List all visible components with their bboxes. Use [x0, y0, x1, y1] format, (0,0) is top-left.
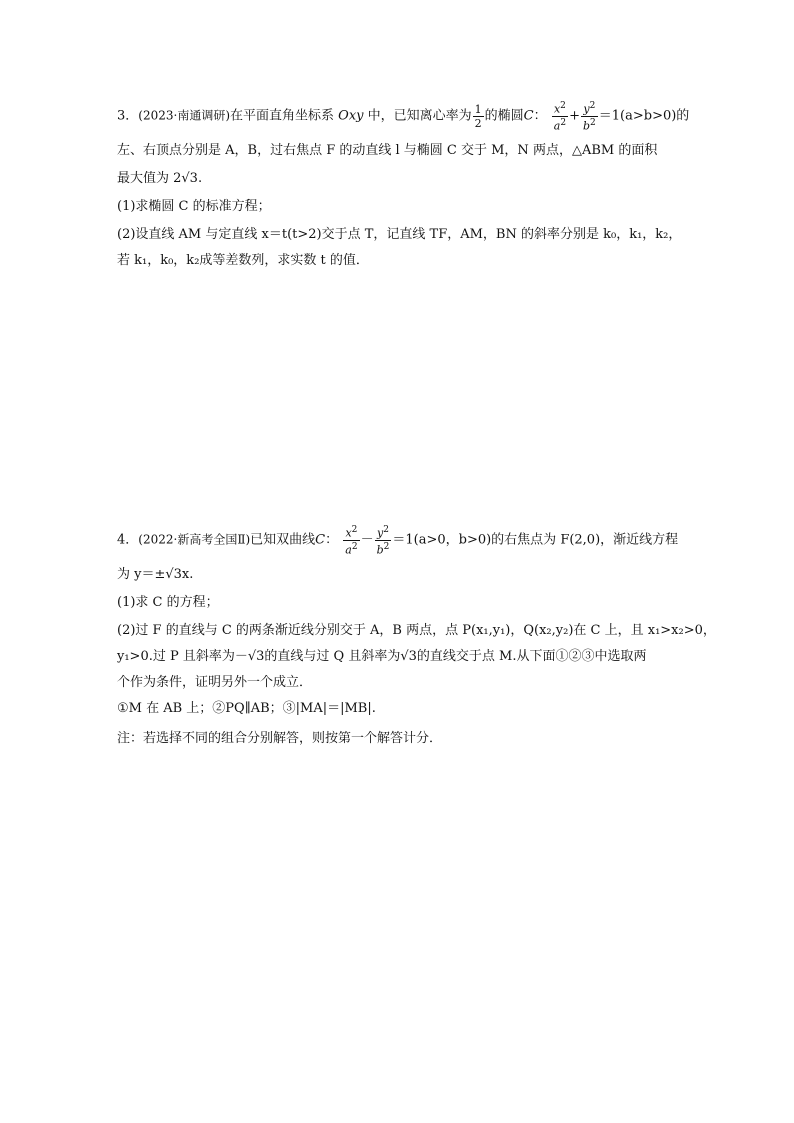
problem-4-note: 注：若选择不同的组合分别解答，则按第一个解答计分．: [117, 731, 443, 746]
coord-label: Oxy: [338, 108, 364, 124]
ellipse-y-term: $\frac{y^2}{b^2}$: [582, 101, 596, 133]
problem-4-line-1: 4．(2022·新高考全国Ⅱ)已知双曲线C： $\frac{x^2}{a^2}$ － $\frac{y^2}{b^2}$ ＝1(a>0，b>0)的右焦点为 F(2,0)，渐近线方程: [117, 525, 679, 557]
problem-3: [117, 96, 690, 286]
problem-4: [117, 520, 716, 760]
problem-3-line-3: 最大值为 2√3.: [117, 171, 203, 186]
problem-4-line-2: 为 y＝±√3x.: [117, 567, 194, 582]
hyperbola-y-term: $\frac{y^2}{b^2}$: [376, 525, 390, 557]
problem-3-number: 3．: [117, 108, 139, 124]
problem-3-text-b: 中，已知离心率为: [367, 108, 472, 124]
problem-4-text-a: 已知双曲线: [250, 532, 316, 548]
problem-3-question-2: (2)设直线 AM 与定直线 x＝t(t>2)交于点 T，记直线 TF，AM，BN 的斜率分别是 k₀，k₁，k₂，: [117, 227, 682, 242]
problem-3-source: (2023·南通调研): [138, 108, 230, 123]
problem-4-question-1: (1)求 C 的方程；: [117, 595, 219, 610]
problem-3-question-1: (1)求椭圆 C 的标准方程；: [117, 199, 271, 214]
problem-3-text-d: (a>b>0)的: [620, 108, 690, 124]
hyperbola-x-term: $\frac{x^2}{a^2}$: [345, 525, 358, 557]
problem-4-source: (2022·新高考全国Ⅱ): [138, 532, 251, 547]
problem-4-question-2: (2)过 F 的直线与 C 的两条渐近线分别交于 A，B 两点，点 P(x₁,y₁)，Q(x₂,y₂)在 C 上，且 x₁>x₂>0，: [117, 623, 716, 638]
problem-3-line-1: 3．(2023·南通调研)在平面直角坐标系 Oxy 中，已知离心率为 $\frac{1}{2}$ 的椭圆C： $\frac{x^2}{a^2}$ + $\frac{y^2}{b^2}$ ＝1(a>b>0)的: [117, 101, 690, 133]
problem-4-options: ①M 在 AB 上；②PQ∥AB；③|MA|＝|MB|.: [117, 701, 376, 716]
problem-4-question-2b: y₁>0.过 P 且斜率为－√3的直线与过 Q 且斜率为√3的直线交于点 M.从下面①②③中选取两: [117, 649, 647, 664]
problem-4-text-d: (a>0，b>0)的右焦点为 F(2,0)，渐近线方程: [413, 532, 679, 548]
problem-3-text-a: 在平面直角坐标系: [230, 108, 335, 124]
problem-3-question-2b: 若 k₁，k₀，k₂成等差数列，求实数 t 的值．: [117, 253, 369, 268]
problem-4-number: 4．: [117, 532, 139, 548]
problem-3-text-c: 的椭圆: [484, 108, 524, 124]
problem-4-question-2c: 个作为条件，证明另外一个成立．: [117, 675, 313, 690]
ellipse-x-term: $\frac{x^2}{a^2}$: [553, 101, 567, 133]
problem-3-line-2: 左、右顶点分别是 A，B，过右焦点 F 的动直线 l 与椭圆 C 交于 M，N 两点，△ABM 的面积: [117, 143, 658, 158]
eccentricity-fraction: $\frac{1}{2}$: [474, 102, 482, 130]
